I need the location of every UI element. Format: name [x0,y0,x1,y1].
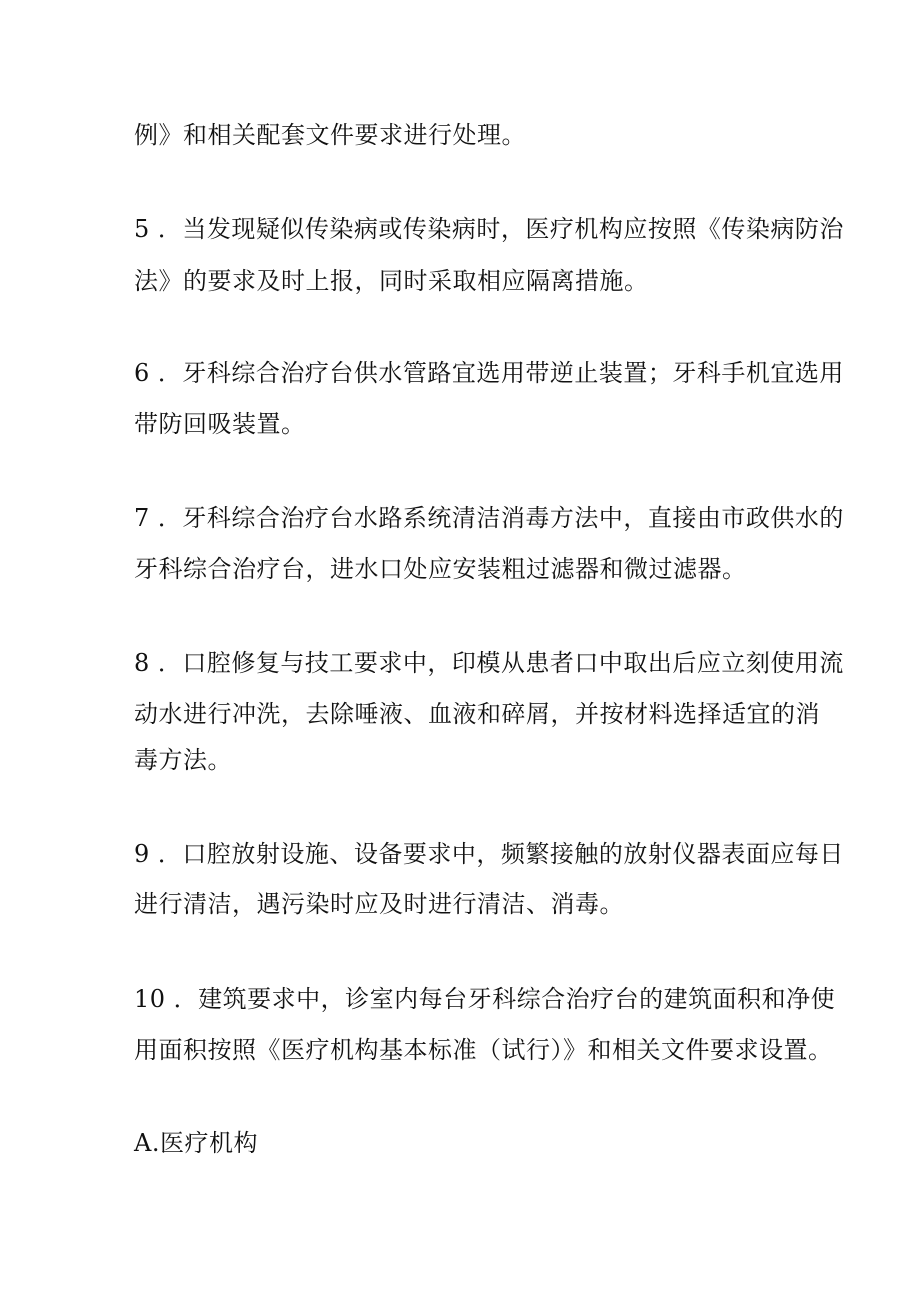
item-7-line-2: 牙科综合治疗台，进水口处应安装粗过滤器和微过滤器。 [134,555,747,583]
option-a: A.医疗机构 [134,1129,258,1157]
item-9-line-1: 9 ．口腔放射设施、设备要求中，频繁接触的放射仪器表面应每日 [134,840,844,868]
item-5-line-1: 5 ．当发现疑似传染病或传染病时，医疗机构应按照《传染病防治 [134,215,844,243]
item-8-line-3: 毒方法。 [134,746,232,774]
item-6-line-2: 带防回吸装置。 [134,410,306,438]
item-10-line-1: 10 ．建筑要求中，诊室内每台牙科综合治疗台的建筑面积和净使 [134,985,836,1013]
continuation-text: 例》和相关配套文件要求进行处理。 [134,121,526,149]
item-6-line-1: 6 ．牙科综合治疗台供水管路宜选用带逆止装置；牙科手机宜选用 [134,359,844,387]
item-10-line-2: 用面积按照《医疗机构基本标准（试行）》和相关文件要求设置。 [134,1036,833,1064]
item-7-line-1: 7 ．牙科综合治疗台水路系统清洁消毒方法中，直接由市政供水的 [134,504,844,532]
item-5-line-2: 法》的要求及时上报，同时采取相应隔离措施。 [134,267,649,295]
item-8-line-1: 8 ．口腔修复与技工要求中，印模从患者口中取出后应立刻使用流 [134,649,844,677]
item-9-line-2: 进行清洁，遇污染时应及时进行清洁、消毒。 [134,890,624,918]
item-8-line-2: 动水进行冲洗，去除唾液、血液和碎屑，并按材料选择适宜的消 [134,700,820,728]
